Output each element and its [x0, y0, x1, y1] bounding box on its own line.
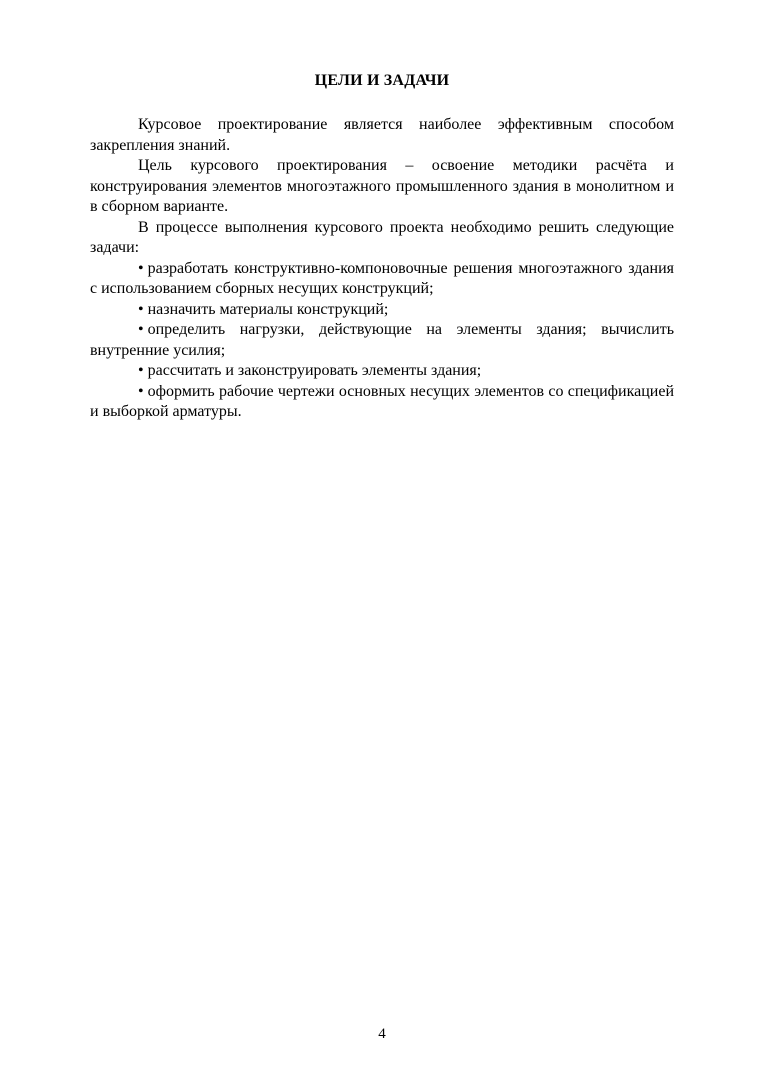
- bullet-icon: •: [138, 259, 144, 277]
- task-item: [90, 259, 674, 300]
- task-text: определить нагрузки, действующие на элементы здания; вычислить внутренние усилия;: [90, 321, 674, 359]
- bullet-icon: •: [138, 321, 144, 338]
- task-item: [90, 320, 674, 361]
- task-item: [90, 361, 674, 382]
- paragraph-goal: Цель курсового проектирования – освоение методики расчёта и конструирования элементов многоэтажного промышленного здания в монолитном и в сборном варианте.: [90, 157, 674, 215]
- task-item: [90, 300, 674, 321]
- task-text: разработать конструктивно-компоновочные решения многоэтажного здания с использованием сборных несущих конструкций;: [90, 259, 674, 297]
- bullet-icon: •: [138, 362, 144, 379]
- page-title: ЦЕЛИ И ЗАДАЧИ: [314, 72, 450, 89]
- paragraph-intro: Курсовое проектирование является наиболее эффективным способом закрепления знаний.: [90, 116, 674, 154]
- bullet-icon: •: [138, 300, 144, 318]
- task-text: оформить рабочие чертежи основных несущих элементов со спецификацией и выборкой арматуры.: [90, 382, 674, 420]
- bullet-icon: •: [138, 382, 144, 400]
- page-number: 4: [378, 1026, 386, 1042]
- paragraph-tasks-lead: В процессе выполнения курсового проекта необходимо решить следующие задачи:: [90, 218, 674, 256]
- task-text: назначить материалы конструкций;: [147, 300, 389, 318]
- task-text: рассчитать и законструировать элементы здания;: [147, 362, 482, 379]
- body-text: [90, 115, 674, 423]
- task-item: [90, 382, 674, 423]
